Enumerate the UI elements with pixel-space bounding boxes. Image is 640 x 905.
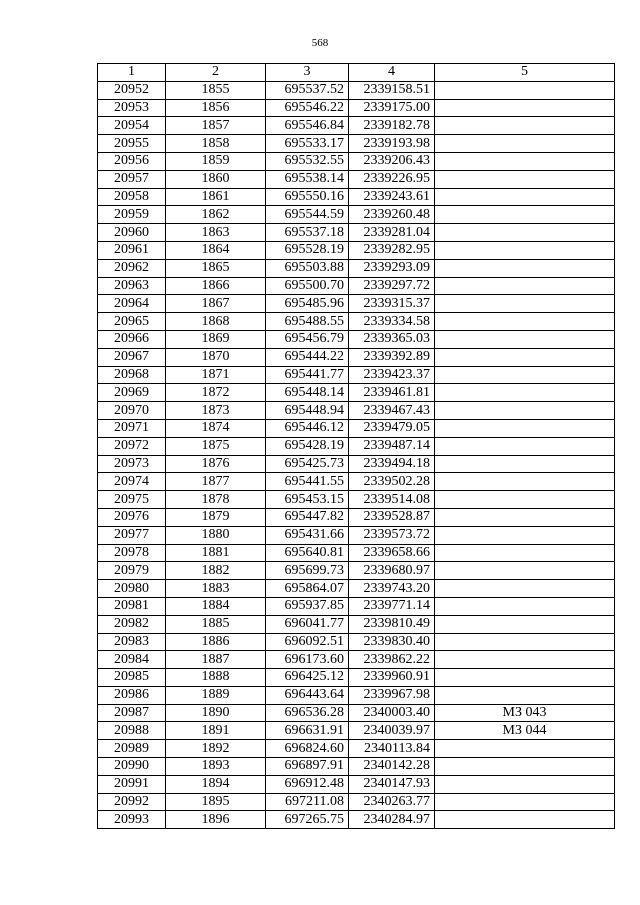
note-cell xyxy=(435,188,615,206)
x-coordinate-cell: 695537.52 xyxy=(266,81,349,99)
note-cell xyxy=(435,775,615,793)
point-number-cell: 1880 xyxy=(166,526,266,544)
column-header-4: 4 xyxy=(349,64,435,82)
y-coordinate-cell: 2339502.28 xyxy=(349,473,435,491)
note-cell xyxy=(435,455,615,473)
x-coordinate-cell: 696897.91 xyxy=(266,758,349,776)
y-coordinate-cell: 2339260.48 xyxy=(349,206,435,224)
table-row xyxy=(98,206,615,224)
x-coordinate-cell: 695441.55 xyxy=(266,473,349,491)
table-row xyxy=(98,473,615,491)
x-coordinate-cell: 696631.91 xyxy=(266,722,349,740)
point-number-cell: 1872 xyxy=(166,384,266,402)
point-id-cell: 20993 xyxy=(98,811,166,829)
point-number-cell: 1862 xyxy=(166,206,266,224)
y-coordinate-cell: 2339810.49 xyxy=(349,615,435,633)
point-id-cell: 20964 xyxy=(98,295,166,313)
point-id-cell: 20978 xyxy=(98,544,166,562)
note-cell xyxy=(435,135,615,153)
table-row xyxy=(98,704,615,722)
point-number-cell: 1860 xyxy=(166,170,266,188)
note-cell xyxy=(435,170,615,188)
y-coordinate-cell: 2339182.78 xyxy=(349,117,435,135)
table-row xyxy=(98,526,615,544)
y-coordinate-cell: 2339226.95 xyxy=(349,170,435,188)
table-row xyxy=(98,793,615,811)
point-number-cell: 1886 xyxy=(166,633,266,651)
point-number-cell: 1875 xyxy=(166,437,266,455)
point-number-cell: 1882 xyxy=(166,562,266,580)
y-coordinate-cell: 2339315.37 xyxy=(349,295,435,313)
table-row xyxy=(98,455,615,473)
point-id-cell: 20963 xyxy=(98,277,166,295)
table-row xyxy=(98,597,615,615)
x-coordinate-cell: 696041.77 xyxy=(266,615,349,633)
point-number-cell: 1864 xyxy=(166,241,266,259)
point-number-cell: 1881 xyxy=(166,544,266,562)
note-cell xyxy=(435,206,615,224)
y-coordinate-cell: 2339193.98 xyxy=(349,135,435,153)
x-coordinate-cell: 695937.85 xyxy=(266,597,349,615)
point-id-cell: 20955 xyxy=(98,135,166,153)
table-row xyxy=(98,366,615,384)
y-coordinate-cell: 2339680.97 xyxy=(349,562,435,580)
x-coordinate-cell: 696173.60 xyxy=(266,651,349,669)
table-row xyxy=(98,241,615,259)
point-number-cell: 1874 xyxy=(166,419,266,437)
note-cell xyxy=(435,615,615,633)
point-number-cell: 1889 xyxy=(166,686,266,704)
table-row xyxy=(98,758,615,776)
note-cell xyxy=(435,348,615,366)
x-coordinate-cell: 695447.82 xyxy=(266,508,349,526)
table-row xyxy=(98,99,615,117)
note-cell xyxy=(435,152,615,170)
note-cell xyxy=(435,419,615,437)
x-coordinate-cell: 697211.08 xyxy=(266,793,349,811)
point-number-cell: 1878 xyxy=(166,491,266,509)
y-coordinate-cell: 2340113.84 xyxy=(349,740,435,758)
y-coordinate-cell: 2339658.66 xyxy=(349,544,435,562)
y-coordinate-cell: 2339743.20 xyxy=(349,580,435,598)
point-id-cell: 20972 xyxy=(98,437,166,455)
point-id-cell: 20956 xyxy=(98,152,166,170)
x-coordinate-cell: 695488.55 xyxy=(266,313,349,331)
point-id-cell: 20976 xyxy=(98,508,166,526)
x-coordinate-cell: 695699.73 xyxy=(266,562,349,580)
column-header-5: 5 xyxy=(435,64,615,82)
note-cell xyxy=(435,259,615,277)
table-row xyxy=(98,775,615,793)
point-number-cell: 1869 xyxy=(166,330,266,348)
point-number-cell: 1863 xyxy=(166,224,266,242)
point-id-cell: 20959 xyxy=(98,206,166,224)
x-coordinate-cell: 695431.66 xyxy=(266,526,349,544)
point-id-cell: 20971 xyxy=(98,419,166,437)
point-number-cell: 1890 xyxy=(166,704,266,722)
x-coordinate-cell: 695550.16 xyxy=(266,188,349,206)
table-header-row xyxy=(98,64,615,82)
y-coordinate-cell: 2339514.08 xyxy=(349,491,435,509)
x-coordinate-cell: 697265.75 xyxy=(266,811,349,829)
point-id-cell: 20973 xyxy=(98,455,166,473)
point-number-cell: 1873 xyxy=(166,402,266,420)
point-number-cell: 1891 xyxy=(166,722,266,740)
column-header-3: 3 xyxy=(266,64,349,82)
point-id-cell: 20986 xyxy=(98,686,166,704)
note-cell xyxy=(435,758,615,776)
point-id-cell: 20954 xyxy=(98,117,166,135)
note-cell xyxy=(435,793,615,811)
point-id-cell: 20970 xyxy=(98,402,166,420)
point-id-cell: 20966 xyxy=(98,330,166,348)
point-id-cell: 20977 xyxy=(98,526,166,544)
x-coordinate-cell: 695546.22 xyxy=(266,99,349,117)
note-cell xyxy=(435,633,615,651)
note-cell xyxy=(435,580,615,598)
x-coordinate-cell: 695544.59 xyxy=(266,206,349,224)
point-number-cell: 1870 xyxy=(166,348,266,366)
point-number-cell: 1877 xyxy=(166,473,266,491)
x-coordinate-cell: 695537.18 xyxy=(266,224,349,242)
y-coordinate-cell: 2339206.43 xyxy=(349,152,435,170)
x-coordinate-cell: 695428.19 xyxy=(266,437,349,455)
point-id-cell: 20967 xyxy=(98,348,166,366)
table-row xyxy=(98,348,615,366)
table-row xyxy=(98,402,615,420)
point-id-cell: 20982 xyxy=(98,615,166,633)
point-id-cell: 20988 xyxy=(98,722,166,740)
point-number-cell: 1883 xyxy=(166,580,266,598)
point-number-cell: 1865 xyxy=(166,259,266,277)
note-cell xyxy=(435,437,615,455)
column-header-1: 1 xyxy=(98,64,166,82)
note-cell xyxy=(435,669,615,687)
point-number-cell: 1867 xyxy=(166,295,266,313)
note-cell xyxy=(435,117,615,135)
table-row xyxy=(98,259,615,277)
y-coordinate-cell: 2339494.18 xyxy=(349,455,435,473)
y-coordinate-cell: 2339830.40 xyxy=(349,633,435,651)
table-row xyxy=(98,330,615,348)
note-cell: МЗ 043 xyxy=(435,704,615,722)
point-number-cell: 1868 xyxy=(166,313,266,331)
table-row xyxy=(98,633,615,651)
y-coordinate-cell: 2339479.05 xyxy=(349,419,435,437)
y-coordinate-cell: 2339281.04 xyxy=(349,224,435,242)
x-coordinate-cell: 695500.70 xyxy=(266,277,349,295)
y-coordinate-cell: 2339334.58 xyxy=(349,313,435,331)
note-cell xyxy=(435,241,615,259)
table-row xyxy=(98,562,615,580)
y-coordinate-cell: 2340284.97 xyxy=(349,811,435,829)
table-row xyxy=(98,384,615,402)
x-coordinate-cell: 695485.96 xyxy=(266,295,349,313)
point-id-cell: 20990 xyxy=(98,758,166,776)
note-cell xyxy=(435,402,615,420)
y-coordinate-cell: 2339960.91 xyxy=(349,669,435,687)
point-number-cell: 1857 xyxy=(166,117,266,135)
note-cell xyxy=(435,740,615,758)
point-id-cell: 20974 xyxy=(98,473,166,491)
note-cell xyxy=(435,384,615,402)
point-number-cell: 1861 xyxy=(166,188,266,206)
point-id-cell: 20952 xyxy=(98,81,166,99)
point-id-cell: 20981 xyxy=(98,597,166,615)
table-row xyxy=(98,188,615,206)
y-coordinate-cell: 2339175.00 xyxy=(349,99,435,117)
point-id-cell: 20958 xyxy=(98,188,166,206)
x-coordinate-cell: 696824.60 xyxy=(266,740,349,758)
note-cell xyxy=(435,562,615,580)
point-number-cell: 1856 xyxy=(166,99,266,117)
table-row xyxy=(98,491,615,509)
y-coordinate-cell: 2339573.72 xyxy=(349,526,435,544)
y-coordinate-cell: 2339282.95 xyxy=(349,241,435,259)
table-row xyxy=(98,295,615,313)
point-id-cell: 20983 xyxy=(98,633,166,651)
x-coordinate-cell: 696425.12 xyxy=(266,669,349,687)
note-cell xyxy=(435,686,615,704)
table-row xyxy=(98,740,615,758)
point-id-cell: 20987 xyxy=(98,704,166,722)
point-id-cell: 20984 xyxy=(98,651,166,669)
point-number-cell: 1859 xyxy=(166,152,266,170)
point-id-cell: 20965 xyxy=(98,313,166,331)
point-id-cell: 20985 xyxy=(98,669,166,687)
note-cell xyxy=(435,81,615,99)
x-coordinate-cell: 695538.14 xyxy=(266,170,349,188)
point-number-cell: 1884 xyxy=(166,597,266,615)
note-cell xyxy=(435,224,615,242)
note-cell xyxy=(435,366,615,384)
y-coordinate-cell: 2339423.37 xyxy=(349,366,435,384)
x-coordinate-cell: 695503.88 xyxy=(266,259,349,277)
note-cell xyxy=(435,811,615,829)
point-id-cell: 20968 xyxy=(98,366,166,384)
x-coordinate-cell: 695448.94 xyxy=(266,402,349,420)
x-coordinate-cell: 695456.79 xyxy=(266,330,349,348)
x-coordinate-cell: 696912.48 xyxy=(266,775,349,793)
note-cell xyxy=(435,295,615,313)
x-coordinate-cell: 695864.07 xyxy=(266,580,349,598)
y-coordinate-cell: 2339365.03 xyxy=(349,330,435,348)
point-number-cell: 1866 xyxy=(166,277,266,295)
x-coordinate-cell: 695640.81 xyxy=(266,544,349,562)
point-number-cell: 1879 xyxy=(166,508,266,526)
table-row xyxy=(98,669,615,687)
point-number-cell: 1894 xyxy=(166,775,266,793)
note-cell xyxy=(435,508,615,526)
table-row xyxy=(98,722,615,740)
x-coordinate-cell: 695546.84 xyxy=(266,117,349,135)
x-coordinate-cell: 695425.73 xyxy=(266,455,349,473)
y-coordinate-cell: 2339461.81 xyxy=(349,384,435,402)
y-coordinate-cell: 2340003.40 xyxy=(349,704,435,722)
coordinates-table xyxy=(97,63,615,829)
point-id-cell: 20962 xyxy=(98,259,166,277)
point-number-cell: 1896 xyxy=(166,811,266,829)
y-coordinate-cell: 2340263.77 xyxy=(349,793,435,811)
table-row xyxy=(98,313,615,331)
note-cell xyxy=(435,99,615,117)
note-cell xyxy=(435,330,615,348)
note-cell xyxy=(435,544,615,562)
point-id-cell: 20991 xyxy=(98,775,166,793)
y-coordinate-cell: 2339297.72 xyxy=(349,277,435,295)
x-coordinate-cell: 695528.19 xyxy=(266,241,349,259)
point-number-cell: 1885 xyxy=(166,615,266,633)
x-coordinate-cell: 696443.64 xyxy=(266,686,349,704)
x-coordinate-cell: 695441.77 xyxy=(266,366,349,384)
point-number-cell: 1871 xyxy=(166,366,266,384)
x-coordinate-cell: 696092.51 xyxy=(266,633,349,651)
x-coordinate-cell: 695444.22 xyxy=(266,348,349,366)
x-coordinate-cell: 696536.28 xyxy=(266,704,349,722)
note-cell: МЗ 044 xyxy=(435,722,615,740)
table-row xyxy=(98,686,615,704)
point-id-cell: 20975 xyxy=(98,491,166,509)
y-coordinate-cell: 2339293.09 xyxy=(349,259,435,277)
table-row xyxy=(98,152,615,170)
y-coordinate-cell: 2339487.14 xyxy=(349,437,435,455)
x-coordinate-cell: 695533.17 xyxy=(266,135,349,153)
note-cell xyxy=(435,597,615,615)
table-row xyxy=(98,135,615,153)
column-header-2: 2 xyxy=(166,64,266,82)
table-row xyxy=(98,651,615,669)
table-row xyxy=(98,508,615,526)
note-cell xyxy=(435,313,615,331)
y-coordinate-cell: 2339967.98 xyxy=(349,686,435,704)
y-coordinate-cell: 2339158.51 xyxy=(349,81,435,99)
point-number-cell: 1855 xyxy=(166,81,266,99)
table-row xyxy=(98,419,615,437)
table-row xyxy=(98,117,615,135)
point-id-cell: 20961 xyxy=(98,241,166,259)
table-row xyxy=(98,170,615,188)
note-cell xyxy=(435,491,615,509)
point-id-cell: 20992 xyxy=(98,793,166,811)
x-coordinate-cell: 695448.14 xyxy=(266,384,349,402)
point-number-cell: 1888 xyxy=(166,669,266,687)
point-number-cell: 1876 xyxy=(166,455,266,473)
table-row xyxy=(98,615,615,633)
page-number: 568 xyxy=(311,37,329,49)
note-cell xyxy=(435,526,615,544)
y-coordinate-cell: 2339243.61 xyxy=(349,188,435,206)
table-row xyxy=(98,81,615,99)
x-coordinate-cell: 695453.15 xyxy=(266,491,349,509)
y-coordinate-cell: 2340147.93 xyxy=(349,775,435,793)
y-coordinate-cell: 2339392.89 xyxy=(349,348,435,366)
point-number-cell: 1887 xyxy=(166,651,266,669)
table-row xyxy=(98,277,615,295)
table-row xyxy=(98,224,615,242)
point-number-cell: 1858 xyxy=(166,135,266,153)
point-number-cell: 1892 xyxy=(166,740,266,758)
x-coordinate-cell: 695446.12 xyxy=(266,419,349,437)
point-id-cell: 20979 xyxy=(98,562,166,580)
table-row xyxy=(98,437,615,455)
point-id-cell: 20957 xyxy=(98,170,166,188)
note-cell xyxy=(435,651,615,669)
y-coordinate-cell: 2339528.87 xyxy=(349,508,435,526)
y-coordinate-cell: 2339862.22 xyxy=(349,651,435,669)
table-row xyxy=(98,544,615,562)
point-id-cell: 20969 xyxy=(98,384,166,402)
point-number-cell: 1893 xyxy=(166,758,266,776)
table-row xyxy=(98,580,615,598)
point-number-cell: 1895 xyxy=(166,793,266,811)
point-id-cell: 20980 xyxy=(98,580,166,598)
point-id-cell: 20960 xyxy=(98,224,166,242)
point-id-cell: 20989 xyxy=(98,740,166,758)
note-cell xyxy=(435,277,615,295)
y-coordinate-cell: 2340142.28 xyxy=(349,758,435,776)
note-cell xyxy=(435,473,615,491)
point-id-cell: 20953 xyxy=(98,99,166,117)
y-coordinate-cell: 2340039.97 xyxy=(349,722,435,740)
y-coordinate-cell: 2339467.43 xyxy=(349,402,435,420)
y-coordinate-cell: 2339771.14 xyxy=(349,597,435,615)
x-coordinate-cell: 695532.55 xyxy=(266,152,349,170)
table-row xyxy=(98,811,615,829)
